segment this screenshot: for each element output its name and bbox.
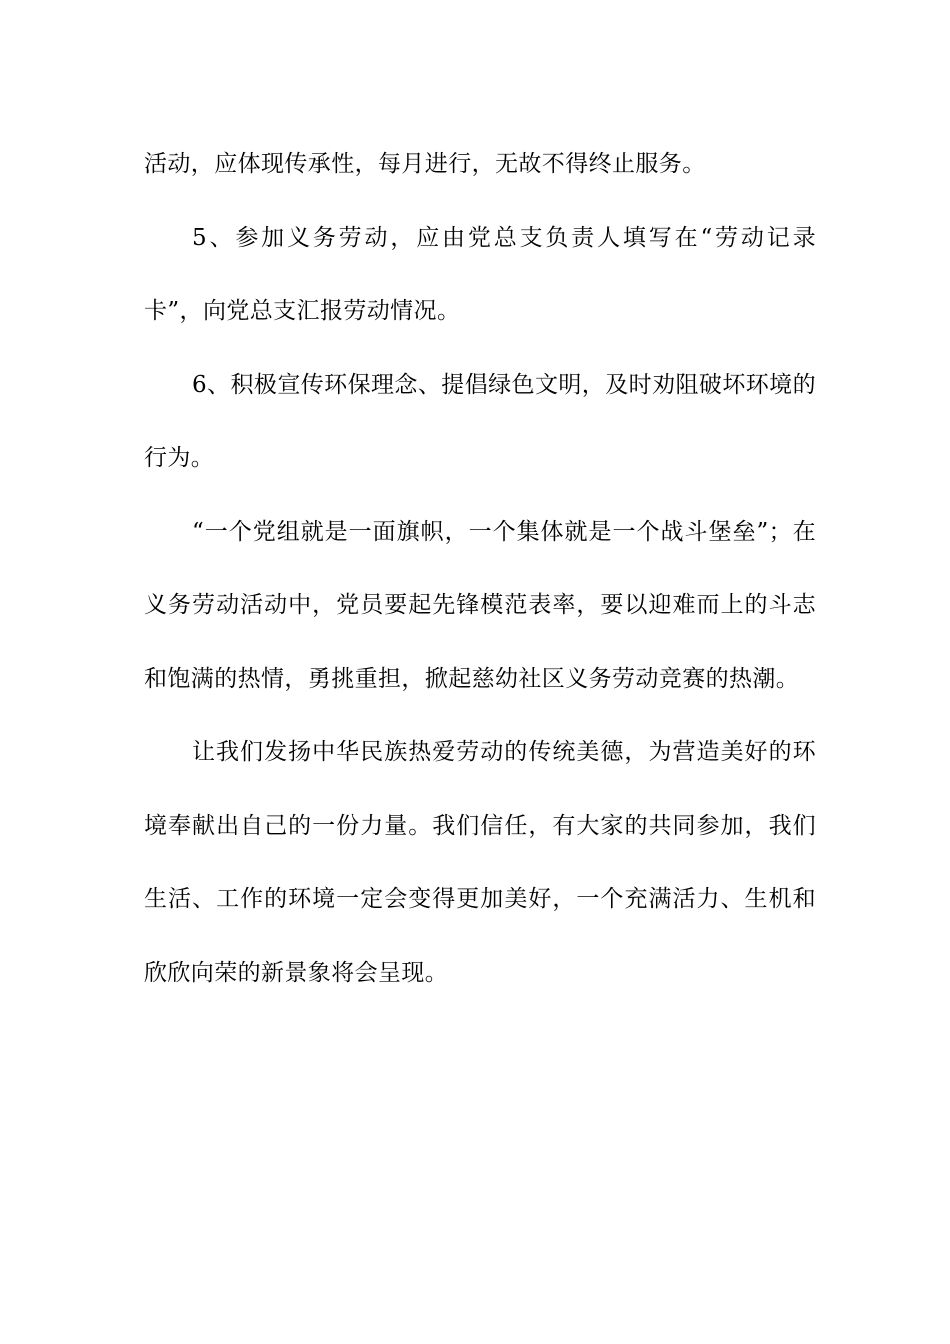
paragraph-5: 让我们发扬中华民族热爱劳动的传统美德，为营造美好的环境奉献出自己的一份力量。我们信任，有大家的共同参加，我们生活、工作的环境一定会变得更加美好，一个充满活力、生机和欣欣向荣的新景象将会呈现。 [144,739,816,986]
paragraph-3: 6、积极宣传环保理念、提倡绿色文明，及时劝阻破坏环境的行为。 [144,371,816,471]
paragraph-1: 活动，应体现传承性，每月进行，无故不得终止服务。 [144,151,706,177]
paragraph-2: 5、参加义务劳动，应由党总支负责人填写在“劳动记录卡”，向党总支汇报劳动情况。 [144,224,816,324]
document-body [144,128,816,1010]
paragraph-4: “一个党组就是一面旗帜，一个集体就是一个战斗堡垒”；在义务劳动活动中，党员要起先锋模范表率，要以迎难而上的斗志和饱满的热情，勇挑重担，掀起慈幼社区义务劳动竞赛的热潮。 [144,518,816,692]
